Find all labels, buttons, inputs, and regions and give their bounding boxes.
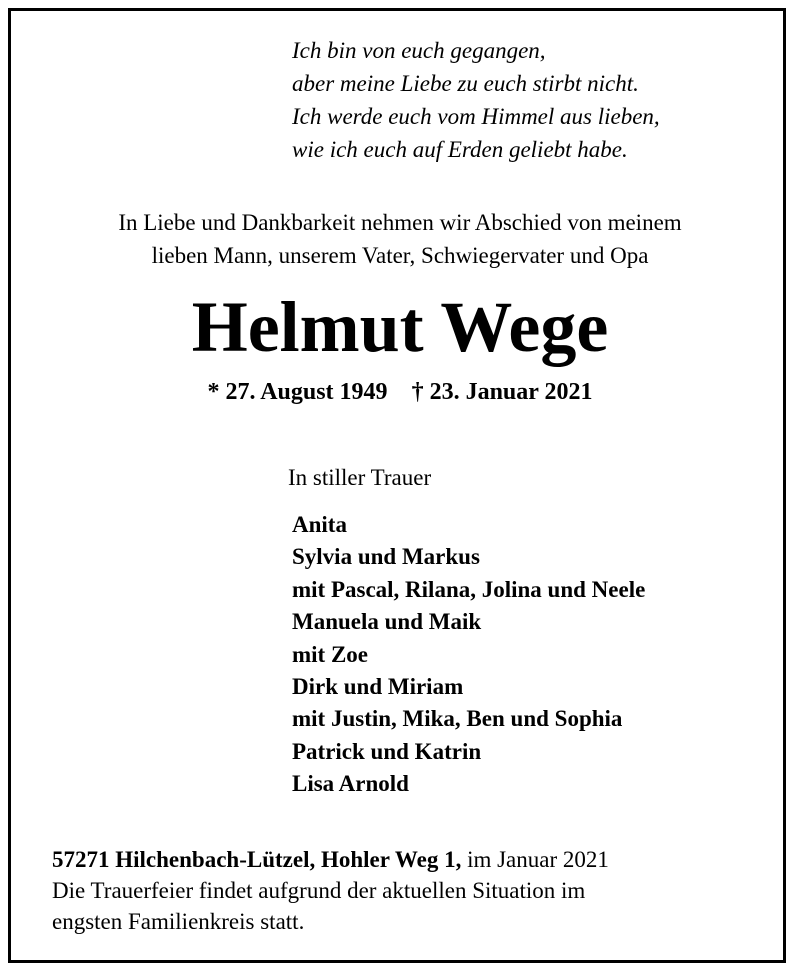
poem: [292, 34, 660, 166]
death-date: † 23. Januar 2021: [411, 379, 593, 405]
poem-line: wie ich euch auf Erden geliebt habe.: [292, 137, 628, 162]
mourning-line: In stiller Trauer: [288, 465, 432, 490]
intro-text: [0, 206, 800, 272]
life-dates: [0, 376, 800, 408]
family-member: mit Pascal, Rilana, Jolina und Neele: [292, 576, 646, 602]
family-list: [292, 509, 645, 801]
funeral-notice-line: engsten Familienkreis statt.: [52, 909, 305, 934]
poem-line: aber meine Liebe zu euch stirbt nicht.: [292, 71, 639, 96]
intro-line: lieben Mann, unserem Vater, Schwiegervater und Opa: [151, 243, 649, 268]
address-line: [52, 844, 609, 875]
family-member: Sylvia und Markus: [292, 544, 480, 570]
family-member: mit Zoe: [292, 641, 369, 667]
family-member: Dirk und Miriam: [292, 674, 464, 700]
family-member: Manuela und Maik: [292, 609, 482, 635]
birth-date: * 27. August 1949: [207, 379, 388, 405]
footer-date: im Januar 2021: [461, 847, 609, 872]
deceased-name: Helmut Wege: [191, 287, 609, 367]
intro-line: In Liebe und Dankbarkeit nehmen wir Abschied von meinem: [118, 210, 682, 235]
family-member: Lisa Arnold: [292, 771, 409, 797]
poem-line: Ich bin von euch gegangen,: [292, 38, 546, 63]
family-member: Anita: [292, 512, 347, 537]
footer: [52, 844, 609, 937]
address: 57271 Hilchenbach-Lützel, Hohler Weg 1,: [52, 847, 462, 872]
family-member: Patrick und Katrin: [292, 738, 482, 764]
family-member: mit Justin, Mika, Ben und Sophia: [292, 706, 623, 732]
poem-line: Ich werde euch vom Himmel aus lieben,: [292, 104, 660, 129]
funeral-notice-line: Die Trauerfeier findet aufgrund der aktuellen Situation im: [52, 878, 586, 903]
